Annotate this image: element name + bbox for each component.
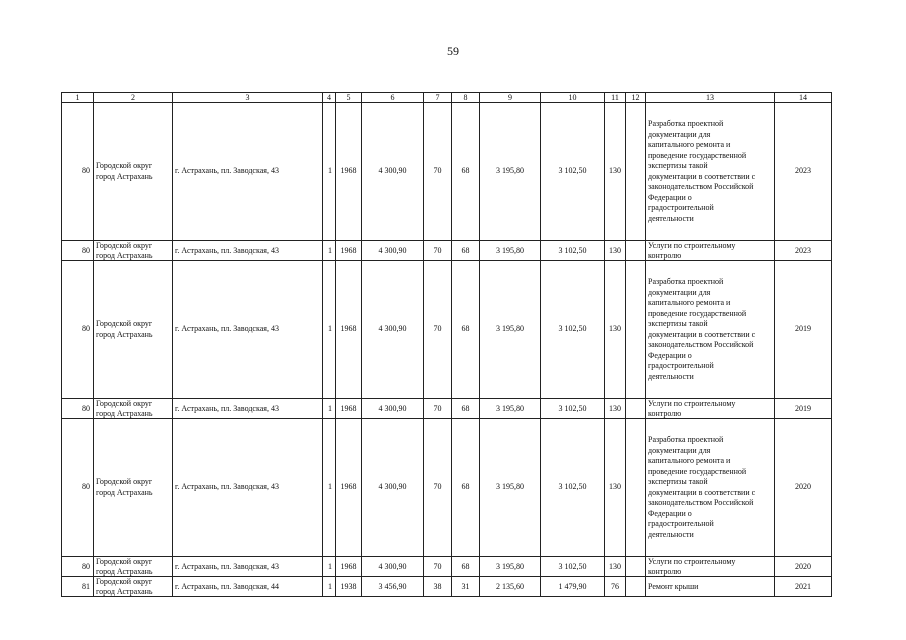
area-residential-cell: 3 102,50	[541, 241, 605, 261]
row-number-cell: 80	[62, 241, 94, 261]
plan-year-cell: 2020	[775, 419, 832, 557]
table-row	[62, 577, 832, 597]
col8-cell: 68	[452, 261, 480, 399]
work-type-cell: Услуги по строительному контролю	[646, 399, 775, 419]
row-number-cell: 80	[62, 419, 94, 557]
area-residential-cell: 3 102,50	[541, 103, 605, 241]
year-cell: 1938	[336, 577, 362, 597]
row-number-cell: 80	[62, 261, 94, 399]
header-cell: 6	[362, 93, 424, 103]
header-cell: 7	[424, 93, 452, 103]
municipality-cell: Городской округ город Астрахань	[94, 241, 173, 261]
page-number: 59	[447, 44, 459, 58]
plan-year-cell: 2019	[775, 399, 832, 419]
residents-cell: 130	[605, 419, 626, 557]
address-cell: г. Астрахань, пл. Заводская, 43	[173, 261, 323, 399]
year-cell: 1968	[336, 241, 362, 261]
col8-cell: 31	[452, 577, 480, 597]
col4-cell: 1	[323, 241, 336, 261]
table-row	[62, 261, 832, 399]
col8-cell: 68	[452, 103, 480, 241]
work-type-cell: Услуги по строительному контролю	[646, 241, 775, 261]
table-row	[62, 103, 832, 241]
header-cell: 13	[646, 93, 775, 103]
row-number-cell: 80	[62, 557, 94, 577]
header-cell: 3	[173, 93, 323, 103]
area-total-cell: 4 300,90	[362, 419, 424, 557]
area-total-cell: 4 300,90	[362, 241, 424, 261]
municipality-cell: Городской округ город Астрахань	[94, 261, 173, 399]
col7-cell: 70	[424, 399, 452, 419]
area-living-cell: 3 195,80	[480, 241, 541, 261]
header-cell: 10	[541, 93, 605, 103]
col12-cell	[626, 261, 646, 399]
address-cell: г. Астрахань, пл. Заводская, 44	[173, 577, 323, 597]
area-living-cell: 3 195,80	[480, 399, 541, 419]
work-type-cell: Разработка проектной документации для капитального ремонта и проведение государственной экспертизы такой документации в соответствии с законодательством Российской Федерации о градостроительной деятельности	[646, 103, 775, 241]
residents-cell: 130	[605, 103, 626, 241]
col12-cell	[626, 577, 646, 597]
year-cell: 1968	[336, 399, 362, 419]
col12-cell	[626, 419, 646, 557]
header-cell: 5	[336, 93, 362, 103]
table-row	[62, 419, 832, 557]
area-total-cell: 4 300,90	[362, 103, 424, 241]
row-number-cell: 80	[62, 103, 94, 241]
col12-cell	[626, 557, 646, 577]
col4-cell: 1	[323, 577, 336, 597]
header-cell: 11	[605, 93, 626, 103]
municipality-cell: Городской округ город Астрахань	[94, 557, 173, 577]
plan-year-cell: 2021	[775, 577, 832, 597]
header-cell: 8	[452, 93, 480, 103]
area-living-cell: 3 195,80	[480, 261, 541, 399]
table-body	[62, 93, 832, 597]
program-table	[61, 92, 832, 597]
col12-cell	[626, 241, 646, 261]
residents-cell: 130	[605, 399, 626, 419]
header-cell: 12	[626, 93, 646, 103]
col7-cell: 70	[424, 261, 452, 399]
year-cell: 1968	[336, 557, 362, 577]
header-cell: 4	[323, 93, 336, 103]
residents-cell: 130	[605, 241, 626, 261]
year-cell: 1968	[336, 261, 362, 399]
residents-cell: 76	[605, 577, 626, 597]
header-cell: 2	[94, 93, 173, 103]
col8-cell: 68	[452, 399, 480, 419]
municipality-cell: Городской округ город Астрахань	[94, 103, 173, 241]
year-cell: 1968	[336, 103, 362, 241]
col8-cell: 68	[452, 241, 480, 261]
plan-year-cell: 2020	[775, 557, 832, 577]
municipality-cell: Городской округ город Астрахань	[94, 419, 173, 557]
area-total-cell: 3 456,90	[362, 577, 424, 597]
municipality-cell: Городской округ город Астрахань	[94, 577, 173, 597]
plan-year-cell: 2023	[775, 103, 832, 241]
table-row	[62, 557, 832, 577]
address-cell: г. Астрахань, пл. Заводская, 43	[173, 419, 323, 557]
header-cell: 14	[775, 93, 832, 103]
area-total-cell: 4 300,90	[362, 399, 424, 419]
area-living-cell: 3 195,80	[480, 419, 541, 557]
area-residential-cell: 3 102,50	[541, 399, 605, 419]
area-residential-cell: 3 102,50	[541, 557, 605, 577]
col8-cell: 68	[452, 419, 480, 557]
work-type-cell: Услуги по строительному контролю	[646, 557, 775, 577]
col4-cell: 1	[323, 261, 336, 399]
col7-cell: 70	[424, 419, 452, 557]
table-row	[62, 399, 832, 419]
address-cell: г. Астрахань, пл. Заводская, 43	[173, 399, 323, 419]
municipality-cell: Городской округ город Астрахань	[94, 399, 173, 419]
col4-cell: 1	[323, 557, 336, 577]
header-row	[62, 93, 832, 103]
work-type-cell: Ремонт крыши	[646, 577, 775, 597]
col12-cell	[626, 103, 646, 241]
area-residential-cell: 1 479,90	[541, 577, 605, 597]
col4-cell: 1	[323, 419, 336, 557]
area-residential-cell: 3 102,50	[541, 419, 605, 557]
area-total-cell: 4 300,90	[362, 261, 424, 399]
year-cell: 1968	[336, 419, 362, 557]
row-number-cell: 81	[62, 577, 94, 597]
area-living-cell: 2 135,60	[480, 577, 541, 597]
col8-cell: 68	[452, 557, 480, 577]
area-living-cell: 3 195,80	[480, 103, 541, 241]
header-cell: 1	[62, 93, 94, 103]
col12-cell	[626, 399, 646, 419]
address-cell: г. Астрахань, пл. Заводская, 43	[173, 103, 323, 241]
plan-year-cell: 2019	[775, 261, 832, 399]
col7-cell: 38	[424, 577, 452, 597]
col7-cell: 70	[424, 557, 452, 577]
area-residential-cell: 3 102,50	[541, 261, 605, 399]
area-living-cell: 3 195,80	[480, 557, 541, 577]
row-number-cell: 80	[62, 399, 94, 419]
residents-cell: 130	[605, 261, 626, 399]
col7-cell: 70	[424, 241, 452, 261]
col7-cell: 70	[424, 103, 452, 241]
col4-cell: 1	[323, 103, 336, 241]
work-type-cell: Разработка проектной документации для капитального ремонта и проведение государственной экспертизы такой документации в соответствии с законодательством Российской Федерации о градостроительной деятельности	[646, 419, 775, 557]
header-cell: 9	[480, 93, 541, 103]
address-cell: г. Астрахань, пл. Заводская, 43	[173, 241, 323, 261]
table-row	[62, 241, 832, 261]
plan-year-cell: 2023	[775, 241, 832, 261]
address-cell: г. Астрахань, пл. Заводская, 43	[173, 557, 323, 577]
col4-cell: 1	[323, 399, 336, 419]
work-type-cell: Разработка проектной документации для капитального ремонта и проведение государственной экспертизы такой документации в соответствии с законодательством Российской Федерации о градостроительной деятельности	[646, 261, 775, 399]
residents-cell: 130	[605, 557, 626, 577]
area-total-cell: 4 300,90	[362, 557, 424, 577]
